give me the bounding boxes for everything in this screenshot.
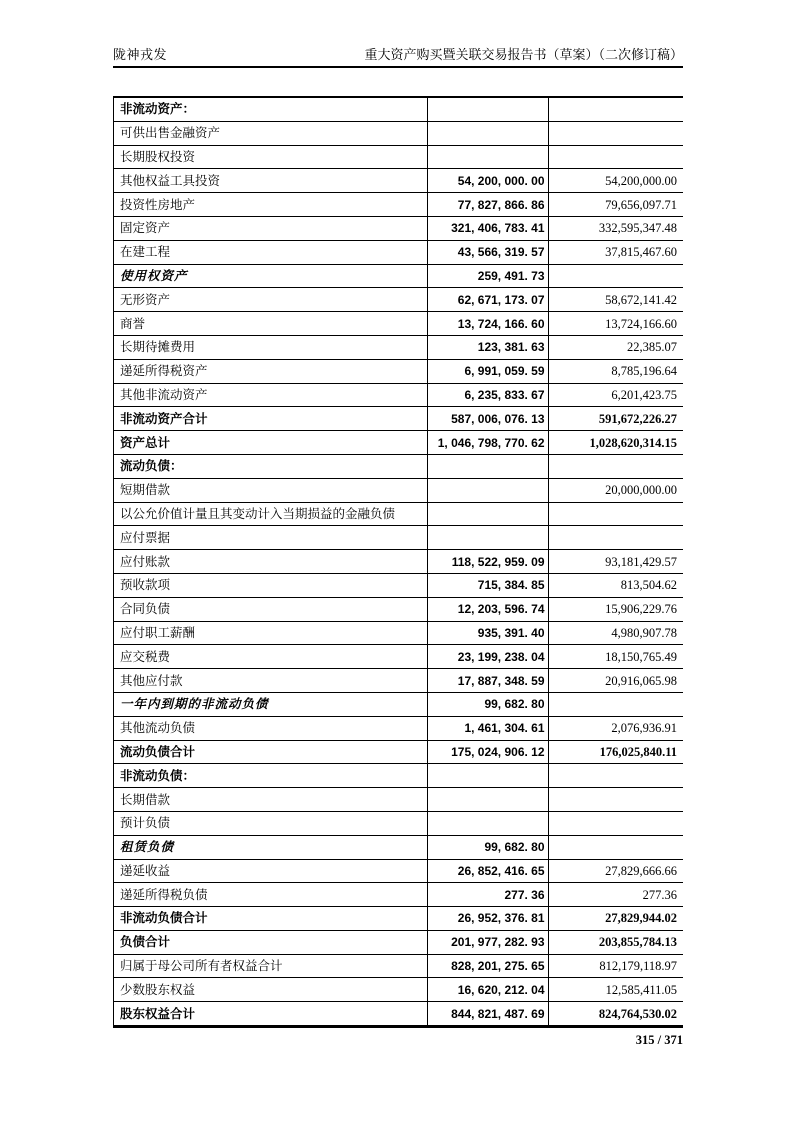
prior-amount-cell [548,526,683,550]
item-label-cell: 流动负债合计 [114,740,428,764]
prior-amount-cell: 203,855,784.13 [548,930,683,954]
prior-amount-cell: 18,150,765.49 [548,645,683,669]
table-row [114,954,684,978]
current-amount-cell: 587, 006, 076. 13 [427,407,548,431]
table-row [114,883,684,907]
table-row [114,264,684,288]
table-row [114,573,684,597]
prior-amount-cell: 93,181,429.57 [548,550,683,574]
prior-amount-cell: 54,200,000.00 [548,169,683,193]
table-row [114,335,684,359]
table-row [114,526,684,550]
page-header [113,46,683,68]
current-amount-cell: 715, 384. 85 [427,573,548,597]
item-label-cell: 应付职工薪酬 [114,621,428,645]
prior-amount-cell: 824,764,530.02 [548,1002,683,1027]
table-row [114,97,684,121]
item-label-cell: 其他权益工具投资 [114,169,428,193]
item-label-cell: 少数股东权益 [114,978,428,1002]
prior-amount-cell: 58,672,141.42 [548,288,683,312]
current-amount-cell: 175, 024, 906. 12 [427,740,548,764]
table-row [114,312,684,336]
prior-amount-cell: 20,916,065.98 [548,669,683,693]
prior-amount-cell: 8,785,196.64 [548,359,683,383]
item-label-cell: 一年内到期的非流动负债 [114,692,428,716]
item-label-cell: 递延所得税负债 [114,883,428,907]
current-amount-cell: 99, 682. 80 [427,692,548,716]
header-company-name: 陇神戎发 [113,47,168,62]
item-label-cell: 其他应付款 [114,669,428,693]
prior-amount-cell [548,145,683,169]
table-row [114,383,684,407]
prior-amount-cell: 12,585,411.05 [548,978,683,1002]
current-amount-cell [427,502,548,526]
prior-amount-cell [548,502,683,526]
prior-amount-cell: 27,829,944.02 [548,907,683,931]
table-row [114,716,684,740]
table-row [114,692,684,716]
current-amount-cell: 118, 522, 959. 09 [427,550,548,574]
current-amount-cell: 23, 199, 238. 04 [427,645,548,669]
item-label-cell: 固定资产 [114,216,428,240]
item-label-cell: 股东权益合计 [114,1002,428,1027]
table-row [114,288,684,312]
current-amount-cell: 12, 203, 596. 74 [427,597,548,621]
prior-amount-cell [548,454,683,478]
item-label-cell: 负债合计 [114,930,428,954]
current-amount-cell: 935, 391. 40 [427,621,548,645]
item-label-cell: 无形资产 [114,288,428,312]
current-amount-cell: 123, 381. 63 [427,335,548,359]
item-label-cell: 应交税费 [114,645,428,669]
prior-amount-cell [548,97,683,121]
table-row [114,930,684,954]
table-row [114,978,684,1002]
item-label-cell: 预计负债 [114,811,428,835]
table-row [114,145,684,169]
item-label-cell: 短期借款 [114,478,428,502]
table-row [114,907,684,931]
current-amount-cell [427,764,548,788]
item-label-cell: 合同负债 [114,597,428,621]
current-amount-cell: 828, 201, 275. 65 [427,954,548,978]
report-page [113,46,683,1048]
prior-amount-cell: 27,829,666.66 [548,859,683,883]
item-label-cell: 在建工程 [114,240,428,264]
prior-amount-cell [548,788,683,812]
table-row [114,193,684,217]
table-row [114,169,684,193]
item-label-cell: 其他流动负债 [114,716,428,740]
prior-amount-cell: 332,595,347.48 [548,216,683,240]
item-label-cell: 递延所得税资产 [114,359,428,383]
prior-amount-cell: 6,201,423.75 [548,383,683,407]
header-report-title: 重大资产购买暨关联交易报告书（草案）（二次修订稿） [364,47,683,62]
item-label-cell: 租赁负债 [114,835,428,859]
item-label-cell: 可供出售金融资产 [114,121,428,145]
prior-amount-cell: 22,385.07 [548,335,683,359]
current-amount-cell [427,478,548,502]
item-label-cell: 投资性房地产 [114,193,428,217]
prior-amount-cell: 13,724,166.60 [548,312,683,336]
current-amount-cell: 259, 491. 73 [427,264,548,288]
item-label-cell: 以公允价值计量且其变动计入当期损益的金融负债 [114,502,428,526]
current-amount-cell [427,454,548,478]
table-row [114,669,684,693]
item-label-cell: 归属于母公司所有者权益合计 [114,954,428,978]
prior-amount-cell: 591,672,226.27 [548,407,683,431]
table-row [114,1002,684,1027]
current-amount-cell: 43, 566, 319. 57 [427,240,548,264]
prior-amount-cell: 813,504.62 [548,573,683,597]
table-row [114,121,684,145]
prior-amount-cell: 1,028,620,314.15 [548,431,683,455]
balance-sheet-table [113,96,683,1028]
item-label-cell: 其他非流动资产 [114,383,428,407]
table-row [114,550,684,574]
table-row [114,859,684,883]
item-label-cell: 商誉 [114,312,428,336]
prior-amount-cell [548,264,683,288]
current-amount-cell [427,97,548,121]
current-amount-cell: 13, 724, 166. 60 [427,312,548,336]
item-label-cell: 使用权资产 [114,264,428,288]
item-label-cell: 递延收益 [114,859,428,883]
table-row [114,407,684,431]
table-row [114,478,684,502]
prior-amount-cell: 37,815,467.60 [548,240,683,264]
current-amount-cell: 6, 235, 833. 67 [427,383,548,407]
prior-amount-cell: 812,179,118.97 [548,954,683,978]
current-amount-cell: 321, 406, 783. 41 [427,216,548,240]
item-label-cell: 长期股权投资 [114,145,428,169]
current-amount-cell: 77, 827, 866. 86 [427,193,548,217]
table-row [114,597,684,621]
prior-amount-cell: 176,025,840.11 [548,740,683,764]
current-amount-cell: 26, 852, 416. 65 [427,859,548,883]
current-amount-cell [427,526,548,550]
prior-amount-cell: 4,980,907.78 [548,621,683,645]
table-row [114,788,684,812]
current-amount-cell: 99, 682. 80 [427,835,548,859]
current-amount-cell: 17, 887, 348. 59 [427,669,548,693]
item-label-cell: 长期待摊费用 [114,335,428,359]
page-number: 315 / 371 [635,1033,683,1048]
balance-sheet-table-body [114,97,684,1027]
item-label-cell: 预收款项 [114,573,428,597]
current-amount-cell: 6, 991, 059. 59 [427,359,548,383]
item-label-cell: 非流动负债： [114,764,428,788]
item-label-cell: 应付账款 [114,550,428,574]
item-label-cell: 流动负债： [114,454,428,478]
item-label-cell: 资产总计 [114,431,428,455]
table-row [114,240,684,264]
current-amount-cell: 201, 977, 282. 93 [427,930,548,954]
table-row [114,502,684,526]
table-row [114,764,684,788]
prior-amount-cell [548,835,683,859]
current-amount-cell [427,121,548,145]
item-label-cell: 非流动资产合计 [114,407,428,431]
prior-amount-cell [548,121,683,145]
current-amount-cell: 62, 671, 173. 07 [427,288,548,312]
table-row [114,811,684,835]
prior-amount-cell: 79,656,097.71 [548,193,683,217]
current-amount-cell: 16, 620, 212. 04 [427,978,548,1002]
current-amount-cell: 26, 952, 376. 81 [427,907,548,931]
prior-amount-cell: 2,076,936.91 [548,716,683,740]
table-row [114,621,684,645]
current-amount-cell: 1, 461, 304. 61 [427,716,548,740]
prior-amount-cell: 20,000,000.00 [548,478,683,502]
prior-amount-cell [548,811,683,835]
table-row [114,359,684,383]
current-amount-cell: 1, 046, 798, 770. 62 [427,431,548,455]
item-label-cell: 长期借款 [114,788,428,812]
current-amount-cell: 844, 821, 487. 69 [427,1002,548,1027]
table-row [114,431,684,455]
item-label-cell: 应付票据 [114,526,428,550]
table-row [114,835,684,859]
current-amount-cell [427,811,548,835]
current-amount-cell: 54, 200, 000. 00 [427,169,548,193]
prior-amount-cell: 277.36 [548,883,683,907]
table-row [114,454,684,478]
current-amount-cell [427,145,548,169]
prior-amount-cell: 15,906,229.76 [548,597,683,621]
prior-amount-cell [548,692,683,716]
prior-amount-cell [548,764,683,788]
table-row [114,216,684,240]
table-row [114,645,684,669]
current-amount-cell [427,788,548,812]
item-label-cell: 非流动负债合计 [114,907,428,931]
current-amount-cell: 277. 36 [427,883,548,907]
table-row [114,740,684,764]
item-label-cell: 非流动资产： [114,97,428,121]
